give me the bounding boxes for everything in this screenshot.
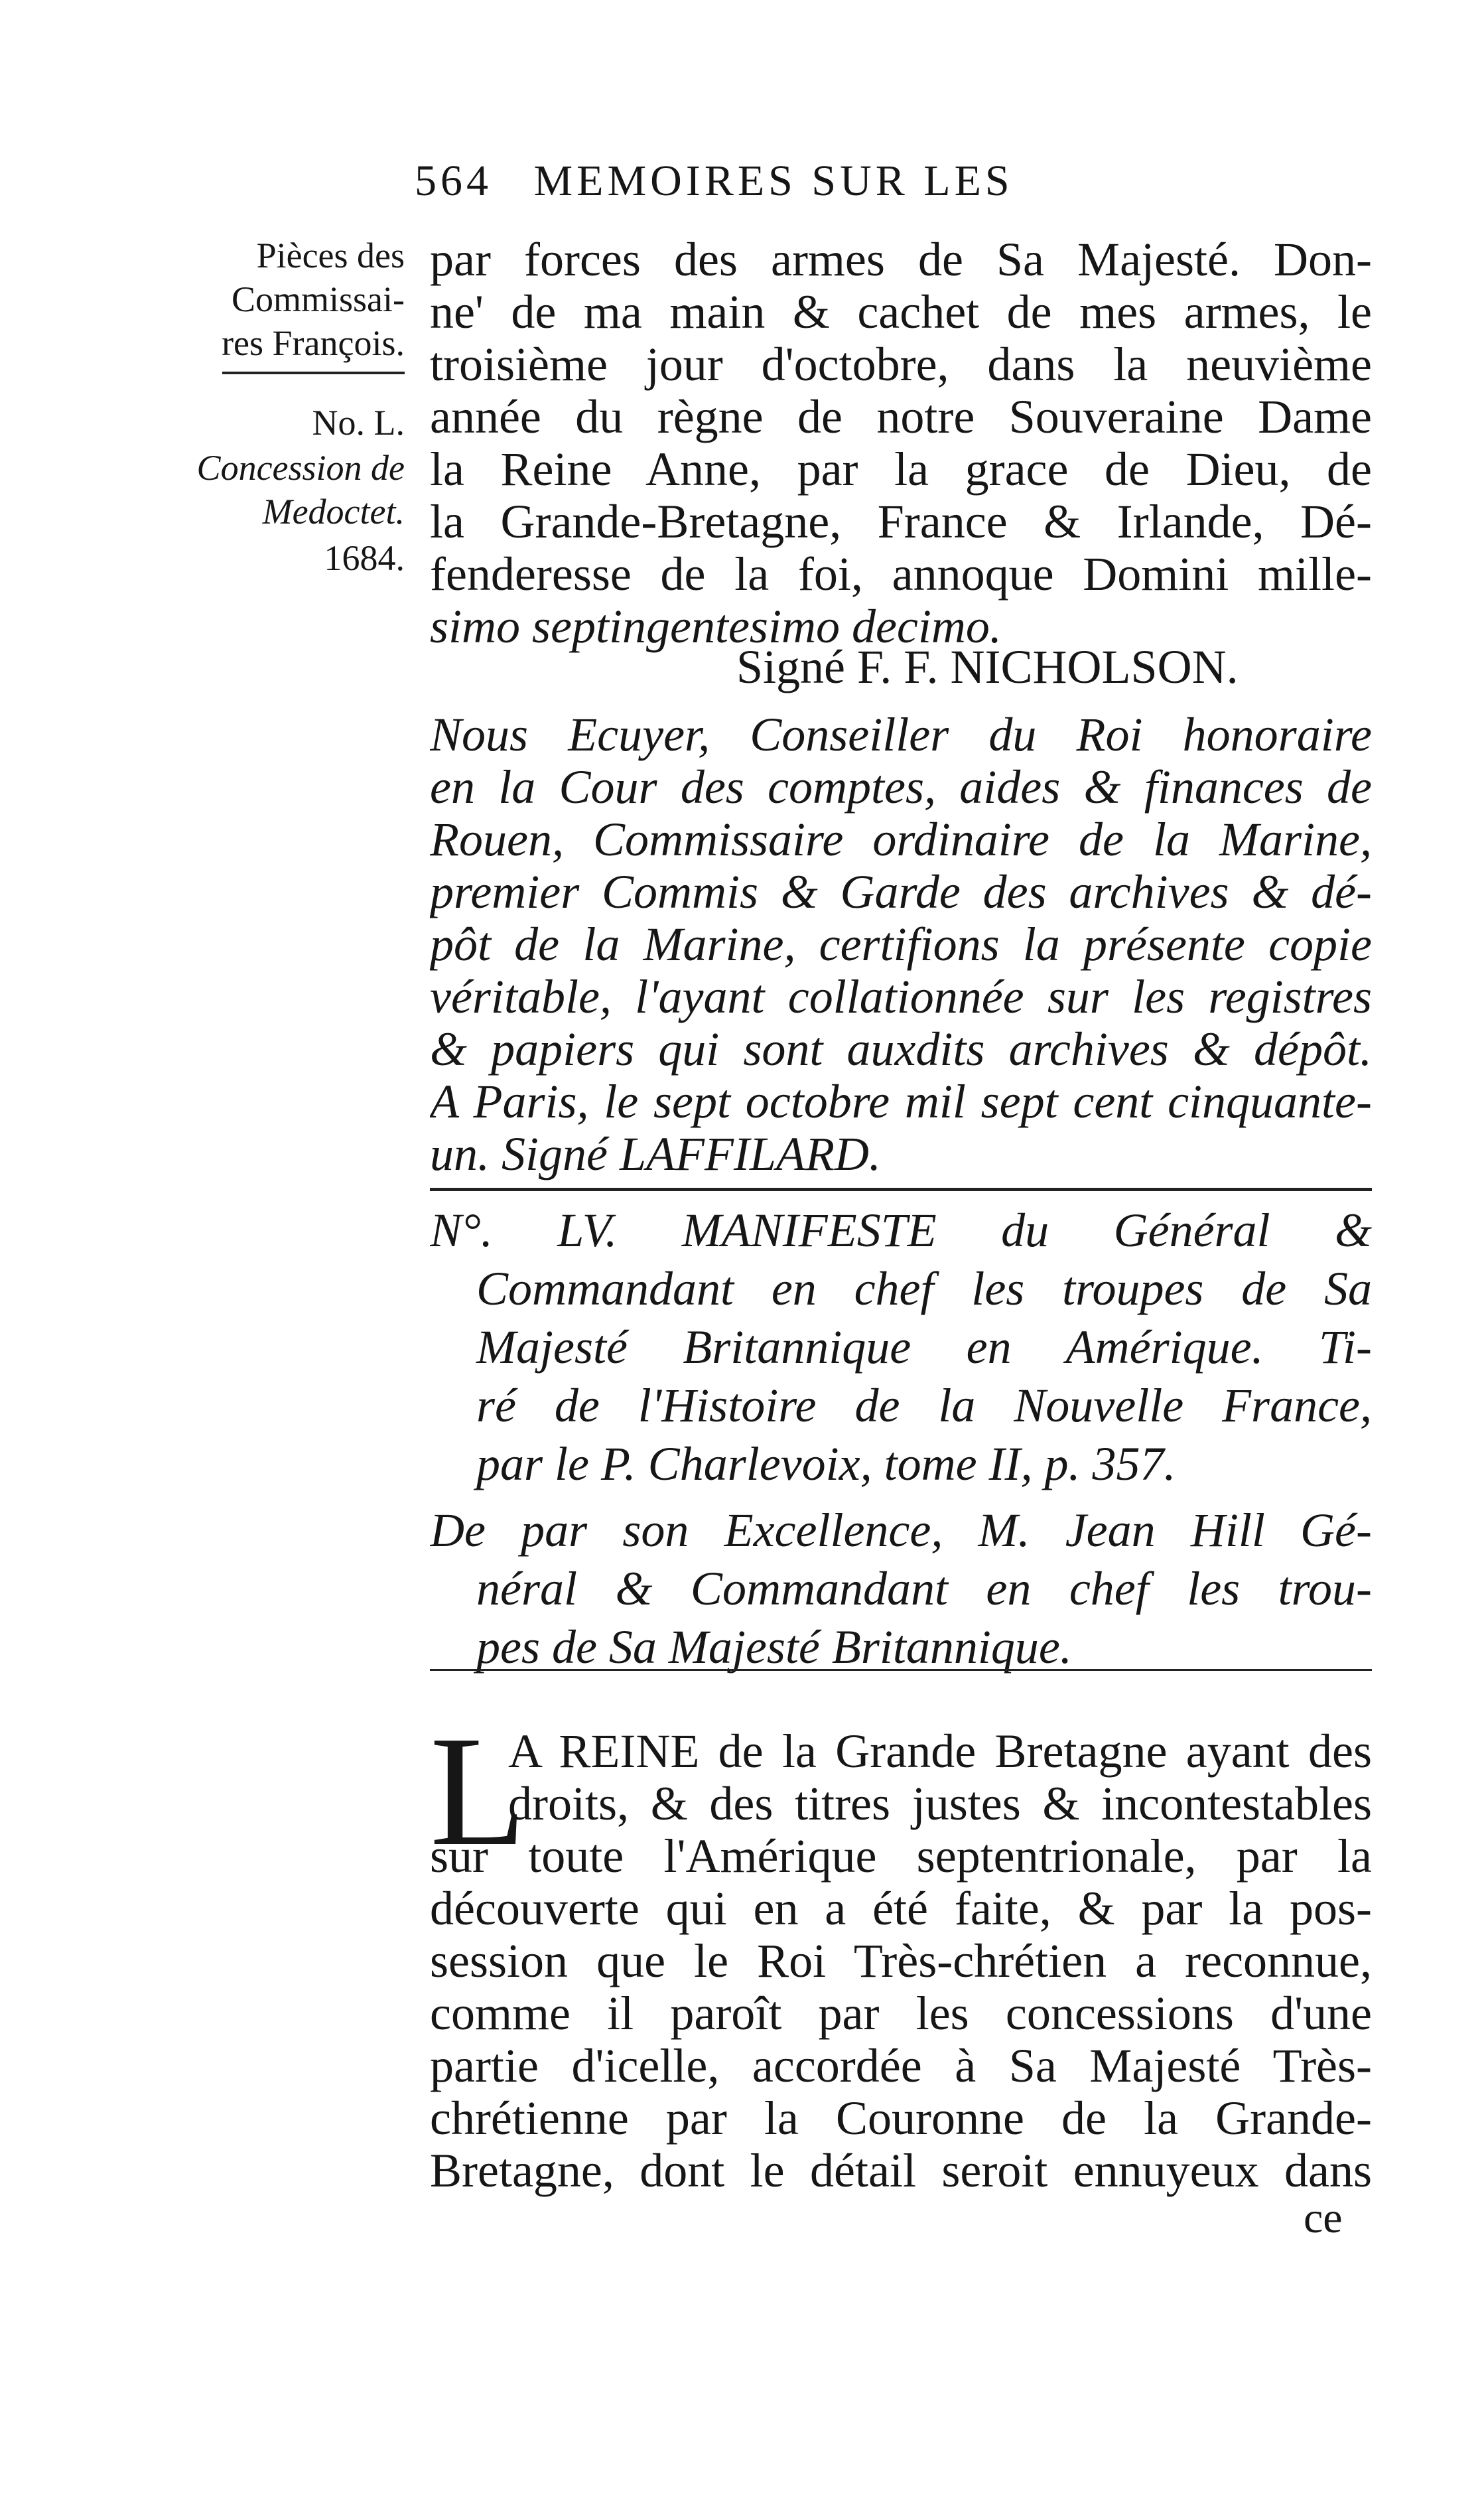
text-line: véritable, l'ayant collationnée sur les registres [430, 971, 1372, 1023]
text-line: simo septingentesimo decimo. [430, 601, 1002, 653]
text-line: Nous Ecuyer, Conseiller du Roi honoraire [430, 709, 1372, 761]
text-line: sur toute l'Amérique septentrionale, par la [430, 1830, 1372, 1883]
margin-note-line: Commissai- [231, 279, 405, 319]
text-line: troisième jour d'octobre, dans la neuvième [430, 338, 1372, 391]
text-line: en la Cour des comptes, aides & finances de [430, 761, 1372, 814]
heading-line: néral & Commandant en chef les trou- [476, 1562, 1372, 1615]
text-line: & papiers qui sont auxdits archives & dépôt. [430, 1023, 1372, 1076]
margin-note-line: res François. [222, 323, 405, 363]
drop-cap: L [430, 1704, 527, 1879]
margin-note-line: Pièces des [256, 236, 405, 275]
heading-line: ré de l'Histoire de la Nouvelle France, [476, 1379, 1372, 1432]
running-title: MEMOIRES SUR LES [533, 157, 1014, 205]
margin-note-number: No. L. [312, 403, 405, 443]
margin-note-source [159, 234, 405, 365]
text-line: la Grande-Bretagne, France & Irlande, Dé- [430, 496, 1372, 548]
margin-note-line: Concession de [196, 448, 405, 488]
text-line: pôt de la Marine, certifions la présente copie [430, 918, 1372, 971]
margin-note-line: Medoctet. [262, 492, 405, 532]
running-header [415, 156, 1357, 206]
heading-divider [430, 1669, 1372, 1671]
text-line: découverte qui en a été faite, & par la pos- [430, 1883, 1372, 1935]
text-line: un. Signé LAFFILARD. [430, 1128, 881, 1181]
text-line: fenderesse de la foi, annoque Domini mille- [430, 548, 1372, 601]
heading-line: Commandant en chef les troupes de Sa [476, 1262, 1372, 1315]
catchword: ce [1304, 2194, 1343, 2242]
text-line: droits, & des titres justes & incontestables [508, 1778, 1372, 1830]
document-continuation [430, 234, 1372, 653]
page-number: 564 [415, 157, 492, 205]
text-line: comme il paroît par les concessions d'une [430, 1987, 1372, 2040]
text-line: année du règne de notre Souveraine Dame [430, 391, 1372, 443]
margin-rule [222, 372, 405, 374]
text-line: chrétienne par la Couronne de la Grande- [430, 2092, 1372, 2145]
certification-paragraph [430, 709, 1372, 1181]
body-paragraph [430, 1704, 1372, 2197]
heading-line: N°. LV. MANIFESTE du Général & [430, 1204, 1372, 1257]
heading-line: pes de Sa Majesté Britannique. [476, 1620, 1072, 1674]
text-line: Bretagne, dont le détail seroit ennuyeux dans [430, 2145, 1372, 2197]
text-line: par forces des armes de Sa Majesté. Don- [430, 234, 1372, 286]
heading-line: De par son Excellence, M. Jean Hill Gé- [430, 1504, 1372, 1557]
section-heading [430, 1201, 1372, 1493]
heading-line: par le P. Charlevoix, tome II, p. 357. [476, 1437, 1176, 1490]
text-line: Rouen, Commissaire ordinaire de la Marine, [430, 814, 1372, 866]
heading-line: Majesté Britannique en Amérique. Ti- [476, 1321, 1372, 1374]
text-line: session que le Roi Très-chrétien a reconnue, [430, 1935, 1372, 1987]
text-line: la Reine Anne, par la grace de Dieu, de [430, 443, 1372, 496]
text-line: ne' de ma main & cachet de mes armes, le [430, 286, 1372, 338]
signature: Signé F. F. NICHOLSON. [736, 640, 1239, 693]
text-line: premier Commis & Garde des archives & dé- [430, 866, 1372, 918]
text-line: A Paris, le sept octobre mil sept cent cinquante- [430, 1076, 1372, 1128]
margin-note-subject [159, 446, 405, 534]
margin-note-year: 1684. [324, 538, 405, 578]
text-line: partie d'icelle, accordée à Sa Majesté Très- [430, 2040, 1372, 2092]
section-divider [430, 1188, 1372, 1191]
text-line: A REINE de la Grande Bretagne ayant des [508, 1725, 1372, 1778]
proclamation-heading [430, 1501, 1372, 1676]
